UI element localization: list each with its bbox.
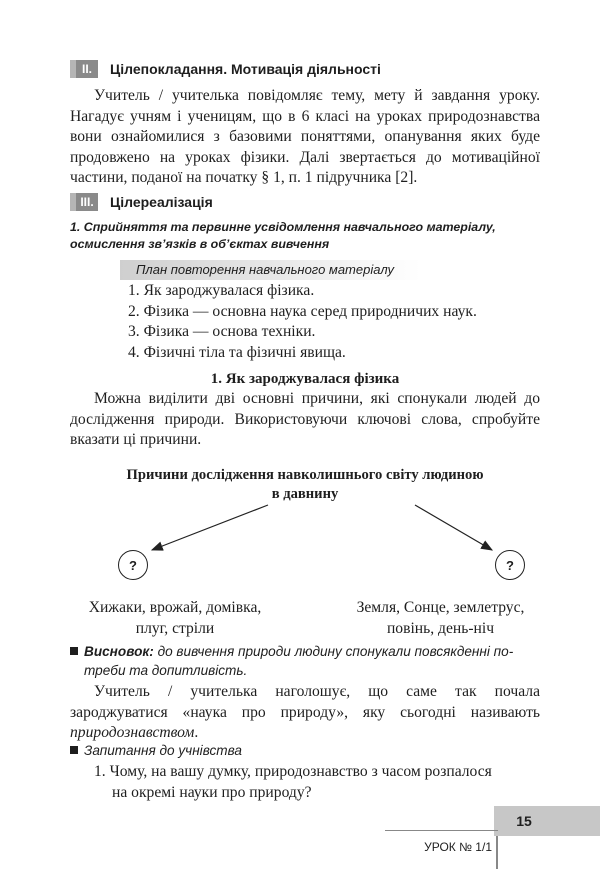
conclusion-block: Висновок: до вивчення природи людину спонукали повсякденні по- треби та допитливість. xyxy=(70,642,540,680)
plan-item: 4. Фізичні тіла та фізичні явища. xyxy=(128,343,346,361)
left-keywords: Хижаки, врожай, домівка, плуг, стріли xyxy=(88,599,262,637)
conclusion-label: Висновок: xyxy=(84,644,154,659)
plan-item: 3. Фізика — основа техніки. xyxy=(128,323,316,340)
footer-vertical-divider xyxy=(496,836,498,869)
section-2-paragraph: Учитель / учителька повідомляє тему, мету й завдання уроку. Нагадує учням і ученицям, що в 6 класі на уроках природознавства вони ознайомилися з базовими поняттями, опанування яких буде продовжено на уроках фізики. Далі звертається до мотиваційної частини, поданої на початку § 1, п. 1 підручника [2]. xyxy=(70,87,540,187)
arrow-right xyxy=(415,505,492,550)
topic-title: 1. Як зароджувалася фізика xyxy=(210,371,400,387)
bullet-square-icon xyxy=(70,647,78,655)
plan-item: 1. Як зароджувалася фізика. xyxy=(128,282,315,299)
lesson-label: УРОК № 1/1 xyxy=(424,840,492,854)
question-1: 1. Чому, на вашу думку, природознавство з часом розпалося на окремі науки про природу? xyxy=(94,763,492,801)
section-title: Цілереалізація xyxy=(110,194,213,210)
bullet-square-icon xyxy=(70,746,78,754)
footer-divider xyxy=(385,830,498,831)
section-title: Цілепокладання. Мотивація діяльності xyxy=(110,61,381,77)
plan-item: 2. Фізика — основна наука серед природничих наук. xyxy=(128,302,477,320)
topic-paragraph: Можна виділити дві основні причини, які спонукали людей до дослідження природи. Використовуючи ключові слова, спробуйте вказати ці причини. xyxy=(70,390,540,449)
plan-title: План повторення навчального матеріалу xyxy=(136,262,395,277)
teacher-note: Учитель / учителька наголошує, що саме так почала зароджуватися «наука про природу», яку сьогодні називають природознавством. xyxy=(70,683,540,742)
section-badge: III. xyxy=(70,193,98,211)
questions-heading: Запитання до учнівства xyxy=(70,741,540,760)
arrow-left xyxy=(152,505,268,550)
subsection-item-1: 1. Сприйняття та первинне усвідомлення навчального матеріалу, осмислення зв’язків в об’єктах вивчення xyxy=(70,220,496,251)
question-circle-left: ? xyxy=(118,550,148,580)
page-number: 15 xyxy=(516,813,532,829)
emphasis-term: природознавством xyxy=(70,724,195,742)
question-circle-right: ? xyxy=(495,550,525,580)
section-badge: II. xyxy=(70,60,98,78)
right-keywords: Земля, Сонце, землетрус, повінь, день-ніч xyxy=(356,599,525,637)
diagram-title: Причини дослідження навколишнього світу людиною в давнину xyxy=(126,467,484,502)
